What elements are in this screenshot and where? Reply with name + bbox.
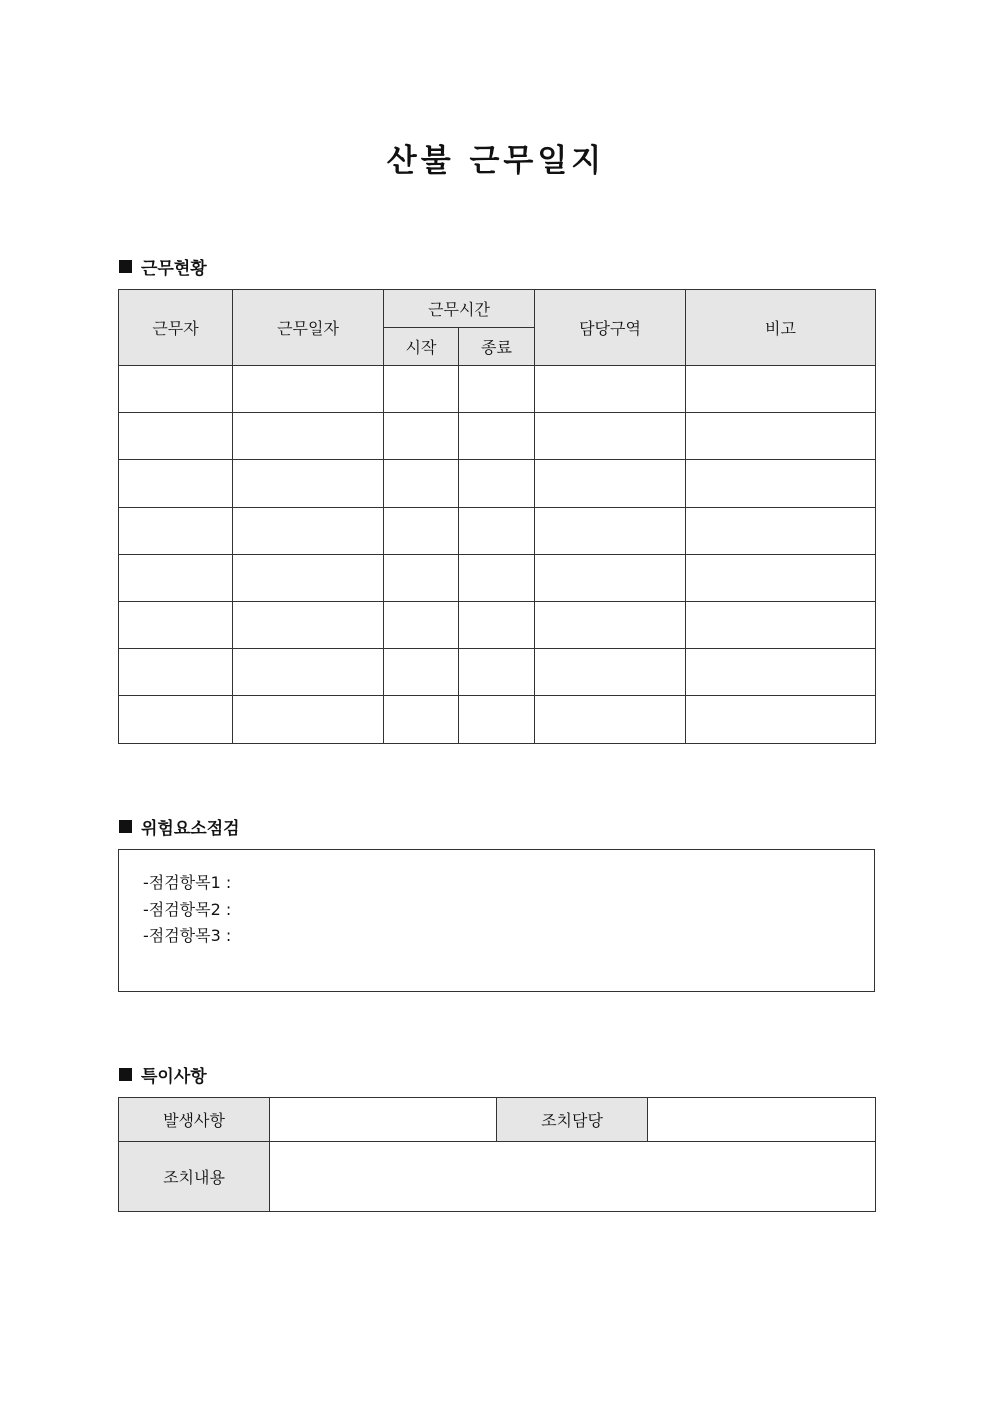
section-title: 위험요소점검 [141,819,240,839]
header-end: 종료 [459,328,535,366]
header-note: 비고 [686,290,876,366]
cell-end[interactable] [459,696,535,743]
table-row [119,460,876,507]
cell-note[interactable] [686,601,876,648]
cell-worker[interactable] [119,460,233,507]
cell-area[interactable] [535,413,686,460]
cell-date[interactable] [233,460,384,507]
cell-worker[interactable] [119,649,233,696]
section-heading-special-notes [119,1062,207,1087]
table-row [119,413,876,460]
cell-date[interactable] [233,601,384,648]
special-notes-table [118,1097,876,1212]
header-start: 시작 [384,328,459,366]
cell-start[interactable] [384,696,459,743]
cell-start[interactable] [384,460,459,507]
cell-start[interactable] [384,601,459,648]
cell-area[interactable] [535,554,686,601]
cell-worker[interactable] [119,554,233,601]
header-worker: 근무자 [119,290,233,366]
cell-note[interactable] [686,507,876,554]
section-title: 특이사항 [141,1067,207,1087]
label-action: 조치내용 [119,1142,270,1212]
cell-note[interactable] [686,554,876,601]
action-value-cell[interactable] [270,1142,876,1212]
table-row [119,554,876,601]
header-area: 담당구역 [535,290,686,366]
risk-item: -점검항목1 : [143,873,232,892]
occurrence-value-cell[interactable] [270,1098,497,1142]
risk-item: -점검항목3 : [143,926,232,945]
square-bullet-icon [119,1068,132,1081]
square-bullet-icon [119,820,132,833]
cell-end[interactable] [459,460,535,507]
cell-worker[interactable] [119,601,233,648]
table-row [119,366,876,413]
cell-end[interactable] [459,601,535,648]
cell-date[interactable] [233,696,384,743]
cell-note[interactable] [686,413,876,460]
cell-worker[interactable] [119,413,233,460]
cell-start[interactable] [384,366,459,413]
square-bullet-icon [119,260,132,273]
cell-area[interactable] [535,460,686,507]
cell-start[interactable] [384,413,459,460]
cell-area[interactable] [535,696,686,743]
cell-area[interactable] [535,366,686,413]
cell-note[interactable] [686,649,876,696]
cell-worker[interactable] [119,507,233,554]
cell-worker[interactable] [119,366,233,413]
table-row [119,507,876,554]
section-title: 근무현황 [141,259,207,279]
cell-end[interactable] [459,554,535,601]
work-status-table [118,289,876,744]
table-row [119,649,876,696]
label-occurrence: 발생사항 [119,1098,270,1142]
risk-item: -점검항목2 : [143,899,232,919]
responder-value-cell[interactable] [648,1098,876,1142]
section-heading-work-status [119,254,207,279]
cell-end[interactable] [459,413,535,460]
cell-end[interactable] [459,366,535,413]
header-work-time: 근무시간 [384,290,535,328]
cell-worker[interactable] [119,696,233,743]
risk-check-box [118,849,875,992]
cell-area[interactable] [535,649,686,696]
cell-area[interactable] [535,507,686,554]
cell-end[interactable] [459,649,535,696]
cell-date[interactable] [233,366,384,413]
label-responder: 조치담당 [497,1098,648,1142]
table-row [119,696,876,743]
table-row [119,601,876,648]
cell-date[interactable] [233,554,384,601]
cell-start[interactable] [384,649,459,696]
cell-date[interactable] [233,649,384,696]
cell-date[interactable] [233,507,384,554]
cell-end[interactable] [459,507,535,554]
page-title: 산불 근무일지 [386,143,606,179]
cell-note[interactable] [686,696,876,743]
header-date: 근무일자 [233,290,384,366]
cell-date[interactable] [233,413,384,460]
cell-note[interactable] [686,366,876,413]
cell-start[interactable] [384,507,459,554]
section-heading-risk-check [119,814,240,839]
cell-start[interactable] [384,554,459,601]
cell-area[interactable] [535,601,686,648]
cell-note[interactable] [686,460,876,507]
